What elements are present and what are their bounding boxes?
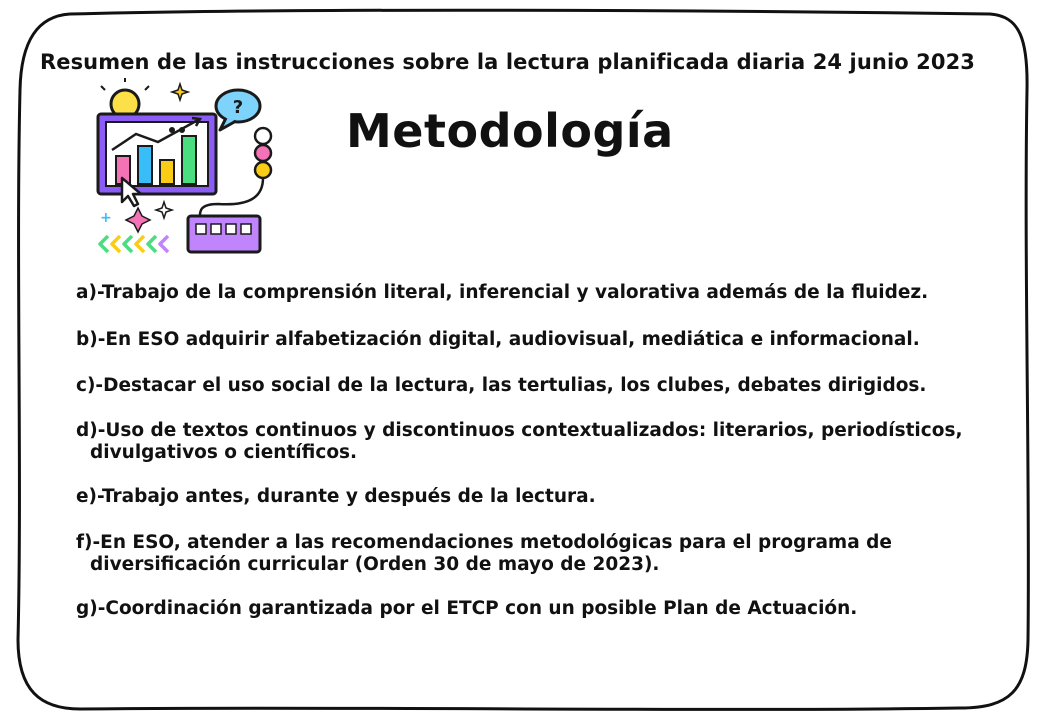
item-line-continuation: divulgativos o científicos. [90, 442, 358, 463]
summary-header: Resumen de las instrucciones sobre la lectura planificada diaria 24 junio 2023 [39, 50, 976, 74]
list-item [76, 532, 892, 576]
svg-text:+: + [100, 210, 112, 226]
list-item [76, 420, 962, 464]
data-analytics-illustration-icon [88, 78, 278, 263]
item-line: c)-Destacar el uso social de la lectura, las tertulias, los clubes, debates dirigidos. [76, 375, 927, 396]
list-item [76, 375, 926, 397]
list-item [76, 329, 920, 351]
item-line: f)-En ESO, atender a las recomendaciones metodológicas para el programa de [76, 532, 892, 553]
list-item [76, 486, 596, 508]
item-line: b)-En ESO adquirir alfabetización digital, audiovisual, mediática e informacional. [76, 329, 920, 350]
page-title: Metodología [346, 104, 674, 158]
question-bubble-icon [216, 90, 260, 130]
item-line: a)-Trabajo de la comprensión literal, inferencial y valorativa además de la fluidez. [76, 282, 929, 303]
svg-text:?: ? [232, 97, 244, 118]
item-line: d)-Uso de textos continuos y discontinuos contextualizados: literarios, periodísticos, [76, 420, 963, 441]
item-line: g)-Coordinación garantizada por el ETCP con un posible Plan de Actuación. [76, 598, 858, 619]
list-item [76, 598, 857, 620]
keyboard-icon [188, 216, 260, 252]
list-item [76, 282, 928, 304]
item-line-continuation: diversificación curricular (Orden 30 de mayo de 2023). [90, 554, 660, 575]
item-line: e)-Trabajo antes, durante y después de la lectura. [76, 486, 596, 507]
